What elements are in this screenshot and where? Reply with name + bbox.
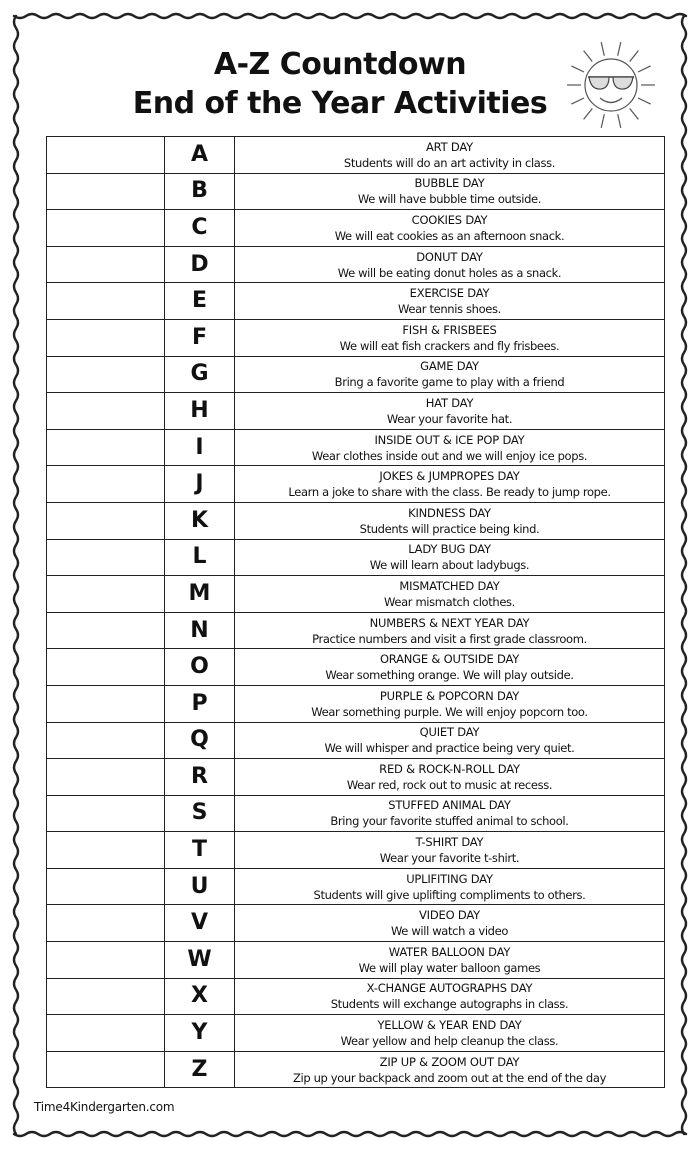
- blank-cell: [47, 685, 165, 722]
- activity-cell: [235, 649, 665, 686]
- activity-cell: [235, 319, 665, 356]
- table-row: [47, 393, 665, 430]
- activity-description: We will eat cookies as an afternoon snack.: [334, 228, 565, 243]
- letter-cell: O: [165, 649, 235, 686]
- activity-cell: [235, 246, 665, 283]
- activity-cell: [235, 356, 665, 393]
- activity-description: Wear mismatch clothes.: [384, 594, 515, 609]
- activity-cell: [235, 173, 665, 210]
- activity-day-name: COOKIES DAY: [411, 212, 488, 227]
- activity-description: We will have bubble time outside.: [357, 192, 542, 207]
- activity-cell: [235, 722, 665, 759]
- blank-cell: [47, 502, 165, 539]
- activity-day-name: FISH & FRISBEES: [402, 322, 497, 337]
- activity-day-name: JOKES & JUMPROPES DAY: [379, 469, 520, 484]
- blank-cell: [47, 393, 165, 430]
- letter-cell: M: [165, 576, 235, 613]
- table-row: [47, 246, 665, 283]
- activity-day-name: YELLOW & YEAR END DAY: [377, 1018, 522, 1033]
- table-row: [47, 868, 665, 905]
- letter-cell: E: [165, 283, 235, 320]
- activity-cell: [235, 466, 665, 503]
- activity-day-name: LADY BUG DAY: [408, 542, 491, 557]
- letter-cell: W: [165, 942, 235, 979]
- activity-description: Wear your favorite t-shirt.: [379, 851, 520, 866]
- activity-description: Wear your favorite hat.: [386, 411, 513, 426]
- activity-description: Wear something orange. We will play outside.: [325, 668, 574, 683]
- blank-cell: [47, 576, 165, 613]
- activity-day-name: STUFFED ANIMAL DAY: [388, 798, 511, 813]
- letter-cell: J: [165, 466, 235, 503]
- title-line-2: End of the Year Activities: [132, 86, 548, 121]
- activity-description: Practice numbers and visit a first grade classroom.: [312, 631, 587, 646]
- activity-description: Bring a favorite game to play with a friend: [334, 375, 565, 390]
- activity-description: We will eat fish crackers and fly frisbees.: [339, 338, 560, 353]
- table-row: [47, 978, 665, 1015]
- table-row: [47, 1015, 665, 1052]
- letter-cell: U: [165, 868, 235, 905]
- blank-cell: [47, 137, 165, 174]
- blank-cell: [47, 210, 165, 247]
- activity-day-name: ORANGE & OUTSIDE DAY: [379, 652, 520, 667]
- table-row: [47, 576, 665, 613]
- activity-cell: [235, 429, 665, 466]
- sun-with-sunglasses-icon: [558, 30, 664, 136]
- blank-cell: [47, 283, 165, 320]
- letter-cell: K: [165, 502, 235, 539]
- activity-day-name: X-CHANGE AUTOGRAPHS DAY: [366, 981, 533, 996]
- blank-cell: [47, 356, 165, 393]
- table-row: [47, 795, 665, 832]
- table-row: [47, 942, 665, 979]
- activity-cell: [235, 759, 665, 796]
- table-row: [47, 539, 665, 576]
- letter-cell: I: [165, 429, 235, 466]
- letter-cell: F: [165, 319, 235, 356]
- activity-description: Learn a joke to share with the class. Be ready to jump rope.: [288, 485, 611, 500]
- table-row: [47, 722, 665, 759]
- letter-cell: X: [165, 978, 235, 1015]
- activity-day-name: MISMATCHED DAY: [399, 578, 500, 593]
- activity-description: Wear something purple. We will enjoy popcorn too.: [311, 704, 588, 719]
- letter-cell: A: [165, 137, 235, 174]
- activity-description: Students will give uplifting compliments to others.: [313, 887, 586, 902]
- activity-cell: [235, 283, 665, 320]
- activity-day-name: INSIDE OUT & ICE POP DAY: [374, 432, 525, 447]
- activity-day-name: BUBBLE DAY: [414, 176, 485, 191]
- blank-cell: [47, 173, 165, 210]
- activity-day-name: WATER BALLOON DAY: [388, 944, 511, 959]
- footer-website: Time4Kindergarten.com: [34, 1100, 175, 1114]
- letter-cell: Z: [165, 1051, 235, 1088]
- blank-cell: [47, 246, 165, 283]
- table-row: [47, 1051, 665, 1088]
- activity-cell: [235, 832, 665, 869]
- activity-day-name: EXERCISE DAY: [409, 286, 490, 301]
- blank-cell: [47, 795, 165, 832]
- letter-cell: C: [165, 210, 235, 247]
- activity-description: Wear tennis shoes.: [398, 302, 501, 317]
- table-row: [47, 429, 665, 466]
- blank-cell: [47, 978, 165, 1015]
- activity-cell: [235, 1051, 665, 1088]
- blank-cell: [47, 832, 165, 869]
- letter-cell: S: [165, 795, 235, 832]
- activity-description: We will be eating donut holes as a snack.: [337, 265, 562, 280]
- activity-description: We will learn about ladybugs.: [369, 558, 530, 573]
- blank-cell: [47, 612, 165, 649]
- letter-cell: N: [165, 612, 235, 649]
- blank-cell: [47, 905, 165, 942]
- letter-cell: D: [165, 246, 235, 283]
- activity-description: Students will practice being kind.: [359, 521, 540, 536]
- title-line-1: A-Z Countdown: [213, 47, 467, 82]
- activity-description: Wear clothes inside out and we will enjoy ice pops.: [311, 448, 588, 463]
- table-row: [47, 137, 665, 174]
- activity-day-name: T-SHIRT DAY: [415, 835, 484, 850]
- activity-description: Students will exchange autographs in class.: [330, 997, 569, 1012]
- activity-cell: [235, 868, 665, 905]
- table-row: [47, 612, 665, 649]
- letter-cell: T: [165, 832, 235, 869]
- activity-cell: [235, 685, 665, 722]
- table-row: [47, 685, 665, 722]
- table-row: [47, 832, 665, 869]
- activity-description: Zip up your backpack and zoom out at the end of the day: [292, 1070, 607, 1085]
- activity-description: Students will do an art activity in class.: [343, 155, 556, 170]
- activity-cell: [235, 612, 665, 649]
- letter-cell: L: [165, 539, 235, 576]
- blank-cell: [47, 759, 165, 796]
- blank-cell: [47, 649, 165, 686]
- activity-day-name: NUMBERS & NEXT YEAR DAY: [369, 615, 530, 630]
- table-row: [47, 173, 665, 210]
- blank-cell: [47, 1051, 165, 1088]
- activity-day-name: PURPLE & POPCORN DAY: [379, 688, 520, 703]
- activity-cell: [235, 576, 665, 613]
- letter-cell: G: [165, 356, 235, 393]
- table-row: [47, 502, 665, 539]
- activity-description: Wear yellow and help cleanup the class.: [340, 1034, 559, 1049]
- blank-cell: [47, 868, 165, 905]
- activity-day-name: UPLIFITING DAY: [406, 871, 493, 886]
- table-row: [47, 905, 665, 942]
- table-row: [47, 759, 665, 796]
- letter-cell: Q: [165, 722, 235, 759]
- letter-cell: V: [165, 905, 235, 942]
- table-row: [47, 466, 665, 503]
- table-row: [47, 319, 665, 356]
- activity-cell: [235, 210, 665, 247]
- letter-cell: H: [165, 393, 235, 430]
- activity-cell: [235, 137, 665, 174]
- activity-description: We will whisper and practice being very quiet.: [324, 741, 575, 756]
- alphabet-activity-table: [46, 136, 665, 1088]
- activity-cell: [235, 978, 665, 1015]
- blank-cell: [47, 466, 165, 503]
- letter-cell: P: [165, 685, 235, 722]
- letter-cell: R: [165, 759, 235, 796]
- activity-day-name: VIDEO DAY: [419, 908, 480, 923]
- letter-cell: B: [165, 173, 235, 210]
- blank-cell: [47, 1015, 165, 1052]
- blank-cell: [47, 429, 165, 466]
- letter-cell: Y: [165, 1015, 235, 1052]
- activity-description: We will play water balloon games: [358, 960, 541, 975]
- table-row: [47, 283, 665, 320]
- activity-cell: [235, 539, 665, 576]
- activity-day-name: RED & ROCK-N-ROLL DAY: [379, 761, 520, 776]
- activity-description: Wear red, rock out to music at recess.: [346, 777, 553, 792]
- table-row: [47, 356, 665, 393]
- activity-day-name: ZIP UP & ZOOM OUT DAY: [379, 1054, 520, 1069]
- blank-cell: [47, 722, 165, 759]
- activity-day-name: GAME DAY: [420, 359, 479, 374]
- blank-cell: [47, 319, 165, 356]
- table-row: [47, 649, 665, 686]
- activity-day-name: DONUT DAY: [416, 249, 483, 264]
- activity-day-name: ART DAY: [426, 139, 473, 154]
- blank-cell: [47, 942, 165, 979]
- activity-cell: [235, 502, 665, 539]
- activity-description: Bring your favorite stuffed animal to school.: [330, 814, 569, 829]
- activity-day-name: QUIET DAY: [419, 725, 480, 740]
- activity-description: We will watch a video: [390, 924, 509, 939]
- activity-cell: [235, 1015, 665, 1052]
- activity-cell: [235, 393, 665, 430]
- activity-day-name: KINDNESS DAY: [408, 505, 491, 520]
- blank-cell: [47, 539, 165, 576]
- activity-cell: [235, 942, 665, 979]
- activity-cell: [235, 905, 665, 942]
- activity-day-name: HAT DAY: [425, 395, 474, 410]
- table-row: [47, 210, 665, 247]
- activity-cell: [235, 795, 665, 832]
